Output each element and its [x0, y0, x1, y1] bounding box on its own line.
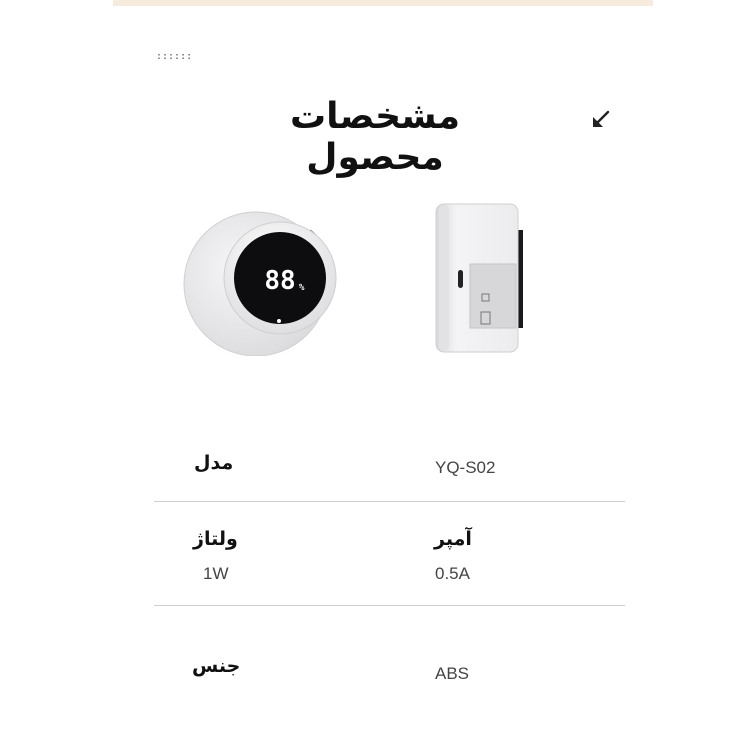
display-percent-unit: %: [299, 283, 305, 293]
spec-value-voltage: 1W: [203, 564, 229, 583]
spec-value-ampere: 0.5A: [435, 564, 470, 583]
display-percent-value: 88: [264, 266, 296, 296]
spec-label-material: جنس: [192, 655, 241, 677]
spec-value-model: YQ-S02: [435, 458, 496, 477]
spec-label-voltage: ولتاژ: [193, 528, 238, 550]
page-title: مشخصات محصول: [289, 96, 461, 178]
product-side-image: [434, 200, 526, 356]
arrow-down-left-icon: [590, 108, 612, 130]
divider: [154, 501, 625, 502]
top-banner-strip: [113, 0, 653, 6]
decorative-dots: ::::::: [156, 51, 193, 62]
product-front-image: [182, 208, 338, 356]
spec-label-model: مدل: [194, 452, 234, 474]
divider: [154, 605, 625, 606]
spec-value-material: ABS: [435, 664, 470, 683]
spec-label-ampere: آمپر: [434, 528, 472, 550]
